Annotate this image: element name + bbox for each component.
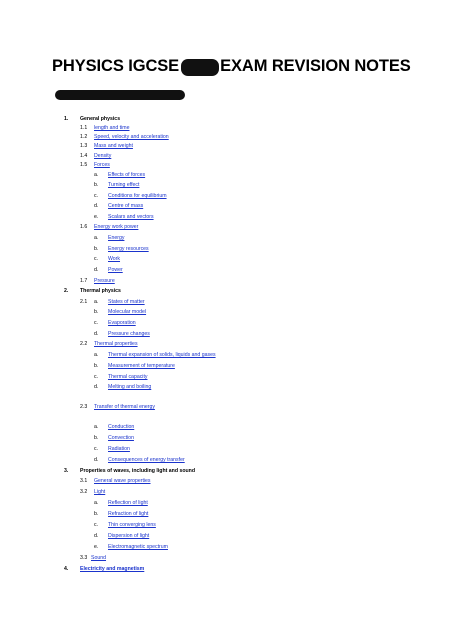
toc-link[interactable]: length and time	[94, 125, 130, 131]
toc-number: 2.1	[80, 299, 88, 305]
toc-number: 3.	[64, 468, 69, 474]
toc-sub-number: a.	[94, 299, 99, 305]
toc-link[interactable]: Thermal expansion of solids, liquids and gases	[108, 352, 216, 358]
toc-number: c.	[94, 522, 99, 528]
toc-link[interactable]: Electromagnetic spectrum	[108, 544, 168, 550]
toc-number: d.	[94, 267, 99, 273]
toc-number: c.	[94, 256, 99, 262]
toc-number: e.	[94, 214, 99, 220]
toc-link[interactable]: Scalars and vectors	[108, 214, 154, 220]
toc-link[interactable]: Measurement of temperature	[108, 363, 175, 369]
toc-link[interactable]: Refraction of light	[108, 511, 149, 517]
toc-number: b.	[94, 309, 99, 315]
toc-number: a.	[94, 500, 99, 506]
toc-number: b.	[94, 363, 99, 369]
toc-number: c.	[94, 374, 99, 380]
toc-link[interactable]: Thermal capacity	[108, 374, 148, 380]
toc-number: 3.3	[80, 555, 88, 561]
toc-link[interactable]: States of matter	[108, 299, 145, 305]
toc-link[interactable]: Thin converging lens	[108, 522, 156, 528]
toc-link[interactable]: Forces	[94, 162, 110, 168]
toc-link[interactable]: Conduction	[108, 424, 135, 430]
toc-number: a.	[94, 172, 99, 178]
toc-number: d.	[94, 331, 99, 337]
toc-link[interactable]: Pressure changes	[108, 331, 150, 337]
title-right: EXAM REVISION NOTES	[220, 57, 411, 75]
toc-heading: General physics	[80, 116, 121, 122]
toc-number: 2.	[64, 288, 69, 294]
toc-number: 2.2	[80, 341, 88, 347]
toc-number: c.	[94, 446, 99, 452]
toc-link[interactable]: Sound	[91, 555, 107, 561]
toc-number: 1.3	[80, 143, 88, 149]
toc-number: b.	[94, 246, 99, 252]
toc-link[interactable]: Work	[108, 256, 121, 262]
toc-number: 3.1	[80, 478, 88, 484]
toc-number: a.	[94, 235, 99, 241]
toc-number: b.	[94, 182, 99, 188]
toc-number: 4.	[64, 566, 69, 572]
toc-link[interactable]: Centre of mass	[108, 203, 144, 209]
toc-number: c.	[94, 320, 99, 326]
toc-link[interactable]: Molecular model	[108, 309, 147, 315]
toc-heading: Thermal physics	[80, 288, 121, 294]
toc-number: a.	[94, 352, 99, 358]
toc-link[interactable]: Thermal properties	[94, 341, 138, 347]
toc-link[interactable]: Radiation	[108, 446, 130, 452]
toc-link[interactable]: Pressure	[94, 278, 115, 284]
toc-link[interactable]: Electricity and magnetism	[80, 566, 145, 572]
toc-number: 1.6	[80, 224, 88, 230]
toc-link[interactable]: Density	[94, 153, 112, 159]
toc-number: b.	[94, 435, 99, 441]
toc-number: c.	[94, 193, 99, 199]
toc-link[interactable]: Effects of forces	[108, 172, 146, 178]
toc-link[interactable]: Convection	[108, 435, 134, 441]
toc-number: e.	[94, 544, 99, 550]
toc-number: 1.1	[80, 125, 88, 131]
toc-heading: Properties of waves, including light and sound	[80, 468, 196, 474]
toc-link[interactable]: Power	[108, 267, 123, 273]
toc-number: d.	[94, 384, 99, 390]
toc-link[interactable]: Energy	[108, 235, 125, 241]
toc-link[interactable]: Reflection of light	[108, 500, 148, 506]
toc-link[interactable]: General wave properties	[94, 478, 151, 484]
toc-number: 1.2	[80, 134, 88, 140]
toc-number: 2.3	[80, 404, 88, 410]
toc-number: d.	[94, 457, 99, 463]
toc-number: 1.5	[80, 162, 88, 168]
toc-number: 1.4	[80, 153, 88, 159]
toc-link[interactable]: Speed, velocity and acceleration	[94, 134, 169, 140]
toc-link[interactable]: Energy resources	[108, 246, 149, 252]
toc-number: a.	[94, 424, 99, 430]
toc-number: d.	[94, 203, 99, 209]
toc-number: 1.	[64, 116, 69, 122]
toc-number: 1.7	[80, 278, 88, 284]
toc-link[interactable]: Energy work power	[94, 224, 139, 230]
toc-link[interactable]: Evaporation	[108, 320, 136, 326]
toc-number: d.	[94, 533, 99, 539]
toc-number: b.	[94, 511, 99, 517]
toc-link[interactable]: Turning effect	[108, 182, 140, 188]
toc-number: 3.2	[80, 489, 88, 495]
toc-link[interactable]: Conditions for equilibrium	[108, 193, 167, 199]
toc-link[interactable]: Transfer of thermal energy	[94, 404, 155, 410]
toc-link[interactable]: Melting and boiling	[108, 384, 152, 390]
toc-link[interactable]: Consequences of energy transfer	[108, 457, 185, 463]
toc-link[interactable]: Dispersion of light	[108, 533, 150, 539]
toc-link[interactable]: Light	[94, 489, 106, 495]
title-left: PHYSICS IGCSE	[52, 57, 180, 75]
toc-link[interactable]: Mass and weight	[94, 143, 133, 149]
